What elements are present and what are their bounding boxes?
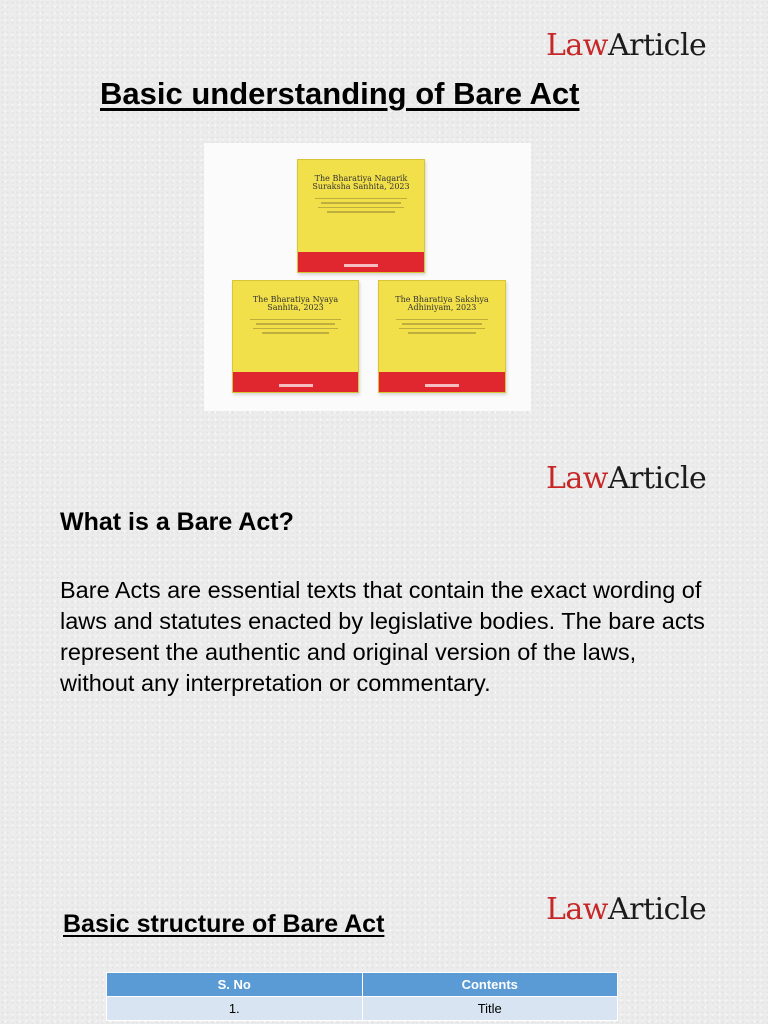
table-cell: Title [362,997,618,1021]
lawarticle-logo-bottom: LawArticle [546,892,707,927]
page-title: Basic understanding of Bare Act [100,76,580,111]
lawarticle-logo-top: LawArticle [546,28,707,63]
basic-structure-heading: Basic structure of Bare Act [63,910,385,938]
lawarticle-logo-middle: LawArticle [546,461,707,496]
column-header: Contents [362,973,618,997]
book-title: The Bharatiya Nagarik Suraksha Sanhita, 2023 [312,174,410,192]
bare-act-books-image [204,143,531,411]
book-cover [232,280,359,393]
book-title: The Bharatiya Sakshya Adhiniyam, 2023 [395,295,489,313]
book-cover [378,280,506,393]
table-row [107,997,618,1021]
table-header-row [107,973,618,997]
table-cell: 1. [107,997,363,1021]
bare-act-definition: Bare Acts are essential texts that contain the exact wording of laws and statutes enacted by legislative bodies. The bare acts represent the authentic and original version of the laws, without any interpretation or commentary. [60,577,705,696]
what-is-bare-act-heading: What is a Bare Act? [60,508,294,536]
structure-table [106,972,618,1021]
column-header: S. No [107,973,363,997]
book-title: The Bharatiya Nyaya Sanhita, 2023 [252,295,339,313]
book-cover [297,159,425,273]
